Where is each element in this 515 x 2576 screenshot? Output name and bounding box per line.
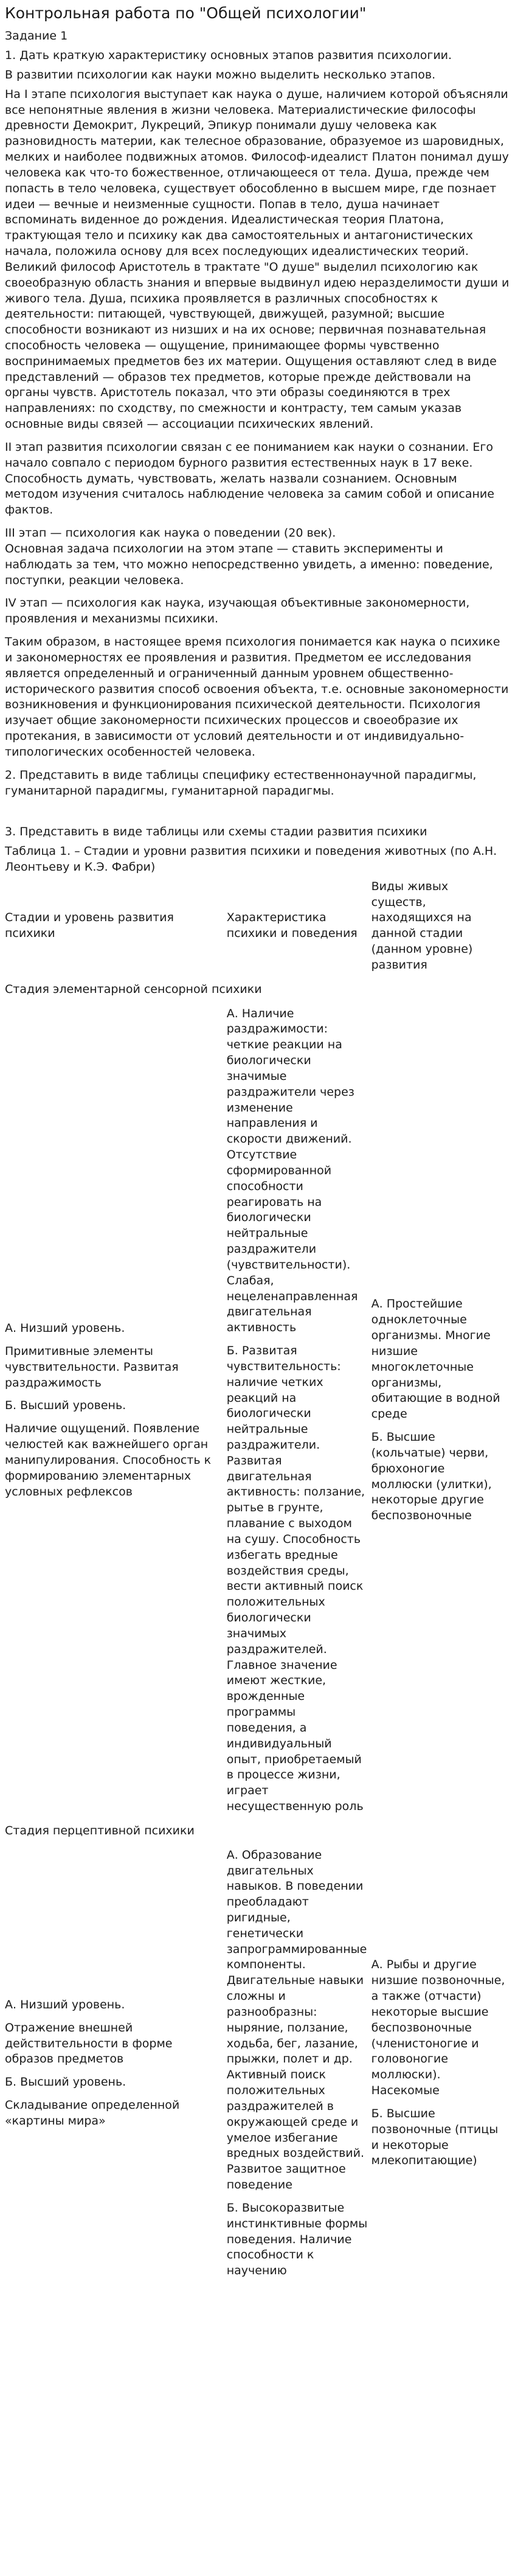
table-row xyxy=(5,1006,510,1815)
question-2: 2. Представить в виде таблицы специфику естественнонаучной парадигмы, гуманитарной парадигмы, гуманитарной парадигмы. xyxy=(5,768,477,798)
species-text: А. Рыбы и другие низшие позвоночные, а также (отчасти) некоторые высшие беспозвоночные (членистоногие и головоногие моллюски). Насекомые xyxy=(371,1958,505,2098)
species-text: Б. Высшие позвоночные (птицы и некоторые млекопитающие) xyxy=(371,2106,499,2168)
question-1: 1. Дать краткую характеристику основных этапов развития психологии. xyxy=(5,49,452,63)
stage-iv-paragraph: IV этап — психология как наука, изучающая объективные закономерности, проявления и механизмы психики. xyxy=(5,596,470,626)
header-species: Виды живых существ, находящихся на данной стадии (данном уровне) развития xyxy=(371,879,473,972)
characteristic-text: Б. Развитая чувствительность: наличие четких реакций на биологически нейтральные раздражители. Развитая двигательная активность: ползание, рытье в грунте, плавание с выходом на сушу. Способность избегать вредные воздействия среды, вести активный поиск положительных биологически значимых раздражителей. Главное значение имеют жесткие, врожденные программы поведения, а индивидуальный опыт, приобретаемый в процессе жизни, играет несущественную роль xyxy=(226,1344,365,1814)
stage-i-paragraph: На I этапе психология выступает как наука о душе, наличием которой объясняли все непонятные явления в жизни человека. Материалистические философы древности Демокрит, Лукреций, Эпикур понимали душу человека как разновидность материи, как телесное образование, образуемое из шаровидных, мелких и наиболее подвижных атомов. Философ-идеалист Платон понимал душу человека как что-то божественное, отличающееся от тела. Душа, прежде чем попасть в тело человека, существует обособленно в высшем мире, где познает идеи — вечные и неизменные сущности. Попав в тело, душа начинает вспоминать виденное до рождения. Идеалистическая теория Платона, трактующая тело и психику как два самостоятельных и антагонистических начала, положила основу для всех последующих идеалистических теорий. Великий философ Аристотель в трактате "О душе" выделил психологию как своеобразную область знания и впервые выдвинул идею неразделимости души и живого тела. Душа, психика проявляется в различных способностях к деятельности: питающей, чувствующей, движущей, разумной; высшие способности возникают из низших и на их основе; первичная познавательная способность человека — ощущение, принимающее формы чувственно воспринимаемых предметов без их материи. Ощущения оставляют след в виде представлений — образов тех предметов, которые прежде действовали на органы чувств. Аристотель показал, что эти образы соединяются в трех направлениях: по сходству, по смежности и контрасту, тем самым указав основные виды связей — ассоциации психических явлений. xyxy=(5,87,510,431)
characteristic-text: А. Образование двигательных навыков. В поведении преобладают ригидные, генетически запрограммированные компоненты. Двигательные навыки сложны и разнообразны: ныряние, ползание, ходьба, бег, лазание, прыжки, полет и др. Активный поиск положительных раздражителей в окружающей среде и умелое избегание вредных воздействий. Развитое защитное поведение xyxy=(226,1848,367,2192)
level-description: Складывание определенной «картины мира» xyxy=(5,2098,180,2128)
level-label: Б. Высший уровень. xyxy=(5,2075,126,2089)
header-stage: Стадии и уровень развития психики xyxy=(5,911,174,941)
document-title: Контрольная работа по "Общей психологии" xyxy=(5,4,367,22)
psyche-stages-table xyxy=(5,879,510,2279)
stage-1-characteristics xyxy=(227,1006,372,1815)
species-text: А. Простейшие одноклеточные организмы. Многие низшие многоклеточные организмы, обитающие в водной среде xyxy=(371,1297,500,1421)
stage-2-characteristics xyxy=(227,1848,372,2279)
question-3: 3. Представить в виде таблицы или схемы стадии развития психики xyxy=(5,825,427,839)
stage-row xyxy=(5,1815,510,1848)
stage-1-name: Стадия элементарной сенсорной психики xyxy=(5,982,262,996)
level-description: Наличие ощущений. Появление челюстей как важнейшего орган манипулирования. Способность к формированию элементарных условных рефлексов xyxy=(5,1422,212,1499)
stage-2-species xyxy=(372,1848,510,2279)
level-label: А. Низший уровень. xyxy=(5,1997,125,2011)
conclusion-paragraph: Таким образом, в настоящее время психология понимается как наука о психике и закономерностях ее проявления и развития. Предметом ее исследования является определенный и ограниченный данным уровнем общественно-исторического развития способ освоения объекта, т.е. основные закономерности возникновения и функционирования психической деятельности. Психология изучает общие закономерности психических процессов и своеобразие их протекания, в зависимости от условий деятельности и от индивидуально-типологических особенностей человека. xyxy=(5,635,509,759)
stage-2-levels xyxy=(5,1848,227,2279)
intro-paragraph: В развитии психологии как науки можно выделить несколько этапов. xyxy=(5,68,436,82)
characteristic-text: А. Наличие раздражимости: четкие реакции на биологически значимые раздражители через изменение направления и скорости движений. Отсутствие сформированной способности реагировать на биологически нейтральные раздражители (чувствительности). Слабая, нецеленаправленная двигательная активность xyxy=(226,1006,358,1335)
species-text: Б. Высшие (кольчатые) черви, брюхоногие моллюски (улитки), некоторые другие беспозвоночные xyxy=(371,1430,492,1523)
table-header-row xyxy=(5,879,510,973)
stage-row xyxy=(5,973,510,1006)
level-description: Отражение внешней действительности в форме образов предметов xyxy=(5,2021,173,2066)
level-description: Примитивные элементы чувствительности. Развитая раздражимость xyxy=(5,1344,179,1390)
characteristic-text: Б. Высокоразвитые инстинктивные формы поведения. Наличие способности к научению xyxy=(226,2201,368,2278)
stage-1-species xyxy=(372,1006,510,1815)
table-row xyxy=(5,1848,510,2279)
task-label: Задание 1 xyxy=(5,29,68,43)
level-label: А. Низший уровень. xyxy=(5,1321,125,1335)
stage-1-levels xyxy=(5,1006,227,1815)
header-characteristics: Характеристика психики и поведения xyxy=(226,911,358,941)
stage-2-name: Стадия перцептивной психики xyxy=(5,1823,195,1837)
stage-iii-paragraph: III этап — психология как наука о поведении (20 век). Основная задача психологии на этом этапе — ставить эксперименты и наблюдать за тем, что можно непосредственно увидеть, а именно: поведение, поступки, реакции человека. xyxy=(5,526,493,587)
level-label: Б. Высший уровень. xyxy=(5,1399,126,1413)
table-caption: Таблица 1. – Стадии и уровни развития психики и поведения животных (по А.Н. Леонтьеву и К.Э. Фабри) xyxy=(5,844,497,874)
stage-ii-paragraph: II этап развития психологии связан с ее пониманием как науки о сознании. Его начало совпало с периодом бурного развития естественных наук в 17 веке. Способность думать, чувствовать, желать назвали сознанием. Основным методом изучения считалось наблюдение человека за самим собой и описание фактов. xyxy=(5,440,494,517)
